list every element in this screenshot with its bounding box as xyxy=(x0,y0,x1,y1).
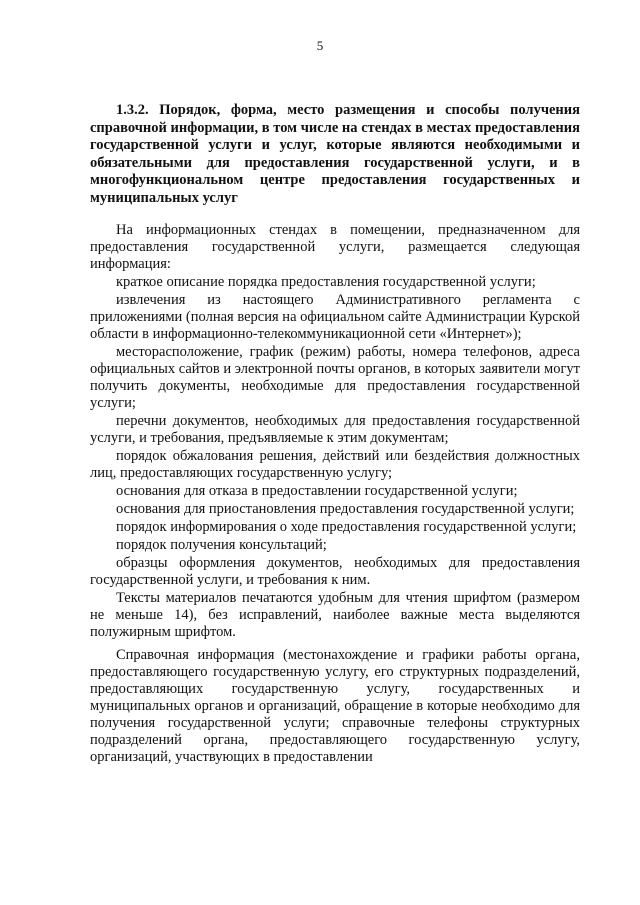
list-item: краткое описание порядка предоставления государственной услуги; xyxy=(116,274,536,290)
paragraph: Справочная информация (местонахождение и графики работы органа, предоставляющего государственную услугу, его структурных подразделений, предоставляющих государственную услугу, государственных и муниципальных органов и организаций, обращение в которые необходимо для получения государственной услуги; справочные телефоны структурных подразделений органа, предоставляющего государственную услугу, организаций, участвующих в предоставлении xyxy=(90,647,580,765)
list-item: месторасположение, график (режим) работы, номера телефонов, адреса официальных сайтов и электронной почты органов, в которых заявители могут получить документы, необходимые для предоставления государственной услуги; xyxy=(90,344,580,411)
list-item: основания для отказа в предоставлении государственной услуги; xyxy=(116,483,518,499)
list-item: извлечения из настоящего Административного регламента с приложениями (полная версия на официальном сайте Администрации Курской области в информационно-телекоммуникационной сети «Интернет»); xyxy=(90,292,580,342)
list-item: перечни документов, необходимых для предоставления государственной услуги, и требования, предъявляемые к этим документам; xyxy=(90,413,580,446)
list-item: порядок получения консультаций; xyxy=(116,537,327,553)
section-heading: 1.3.2. Порядок, форма, место размещения и способы получения справочной информации, в том числе на стендах в местах предоставления государственной услуги и услуг, которые являются необходимыми и обязательными для предоставления государственной услуги, и в многофункциональном центре предоставления государственных и муниципальных услуг xyxy=(90,102,580,206)
paragraph: Тексты материалов печатаются удобным для чтения шрифтом (размером не меньше 14), без исправлений, наиболее важные места выделяются полужирным шрифтом. xyxy=(90,590,580,640)
list-item: образцы оформления документов, необходимых для предоставления государственной услуги, и требования к ним. xyxy=(90,555,580,588)
list-item: порядок обжалования решения, действий или бездействия должностных лиц, предоставляющих государственную услугу; xyxy=(90,448,580,481)
list-item: основания для приостановления предоставления государственной услуги; xyxy=(116,501,575,517)
paragraph: На информационных стендах в помещении, предназначенном для предоставления государственной услуги, размещается следующая информация: xyxy=(90,222,580,272)
document-body xyxy=(90,102,580,766)
list-item: порядок информирования о ходе предоставления государственной услуги; xyxy=(116,519,577,535)
page-number: 5 xyxy=(316,38,324,53)
